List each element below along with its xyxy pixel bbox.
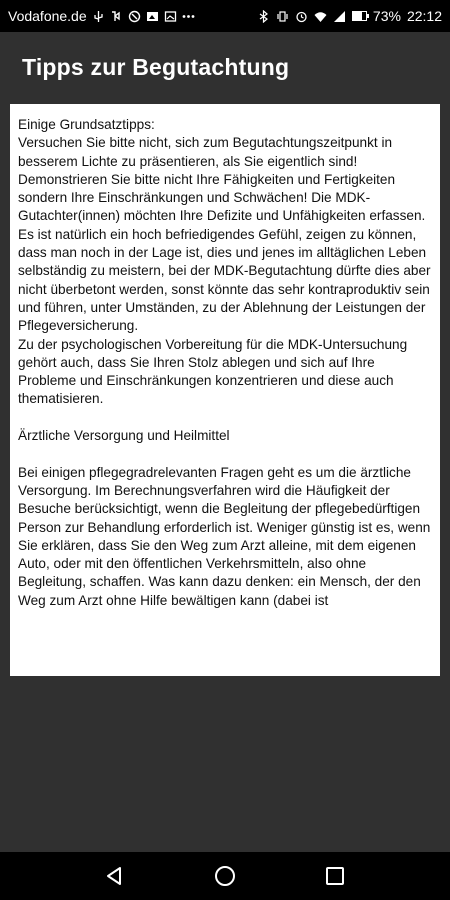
paragraph: Zu der psychologischen Vorbereitung für die MDK-Untersuchung gehört auch, dass Sie Ihren Stolz ablegen und sich auf Ihre Probleme und Einschränkungen konzentrieren und diese auch thematisieren. xyxy=(18,336,408,407)
app-bar xyxy=(0,32,450,102)
blank-line xyxy=(18,445,434,463)
paragraph: Bei einigen pflegegradrelevanten Fragen geht es um die ärztliche Versorgung. Im Berechnungsverfahren wird die Häufigkeit der Besuche berücksichtigt, wenn die Begleitung der pflegebedürftigen Person zur Behandlung erforderlich ist. Weniger günstig ist es, wenn Sie erklären, dass Sie den Weg zum Arzt alleine, mit dem eigenen Auto, oder mit den öffentlichen Verkehrsmitteln, also ohne Begleitung, schaffen. Was kann dazu denken: ein Mensch, der den Weg zum Arzt ohne Hilfe bewältigen kann (dabei ist xyxy=(18,464,431,608)
tips-text xyxy=(18,116,434,610)
bluetooth-icon xyxy=(257,10,270,23)
nfc-icon xyxy=(128,10,141,23)
status-left xyxy=(8,8,195,24)
back-icon xyxy=(103,864,127,888)
home-button[interactable] xyxy=(210,861,240,891)
vibrate-icon xyxy=(276,10,289,23)
alarm-icon xyxy=(295,10,308,23)
image-icon xyxy=(164,10,177,23)
recents-icon xyxy=(323,864,347,888)
section-heading: Ärztliche Versorgung und Heilmittel xyxy=(18,428,230,444)
carrier-name: Vodafone.de xyxy=(8,8,87,24)
battery-level-fill xyxy=(353,12,362,20)
recents-button[interactable] xyxy=(320,861,350,891)
battery-percentage: 73% xyxy=(372,8,401,24)
more-dots-icon xyxy=(182,10,195,23)
paragraph: Einige Grundsatztipps: xyxy=(18,117,155,132)
status-bar xyxy=(0,0,450,32)
status-right xyxy=(257,8,442,24)
back-button[interactable] xyxy=(100,861,130,891)
battery-icon xyxy=(352,11,367,21)
navigation-bar xyxy=(0,852,450,900)
home-icon xyxy=(213,864,237,888)
content-card[interactable] xyxy=(10,104,440,676)
usb-icon xyxy=(92,10,105,23)
paragraph: Versuchen Sie bitte nicht, sich zum Begutachtungszeitpunkt in besserem Lichte zu präsentieren, als Sie eigentlich sind! Demonstrieren Sie bitte nicht Ihre Fähigkeiten und Fertigkeiten sondern Ihre Einschränkungen und Schwächen! Die MDK-Gutachter(innen) möchten Ihre Defizite und Unfähigkeiten erfassen. Es ist natürlich ein hoch befriedigendes Gefühl, zeigen zu können, dass man noch in der Lage ist, dies und jenes im alltäglichen Leben selbständig zu meistern, bei der MDK-Begutachtung dürfte dies aber nicht überbetont werden, sonst könnte das sehr kontraproduktiv sein und führen, unter Umständen, zu der Ablehnung der Leistungen der Pflegeversicherung. xyxy=(18,135,431,334)
page-title: Tipps zur Begutachtung xyxy=(22,53,290,80)
blank-line xyxy=(18,409,434,427)
flash-icon xyxy=(110,10,123,23)
clock: 22:12 xyxy=(406,8,442,24)
signal-icon xyxy=(333,10,346,23)
wifi-icon xyxy=(314,10,327,23)
gallery-icon xyxy=(146,10,159,23)
